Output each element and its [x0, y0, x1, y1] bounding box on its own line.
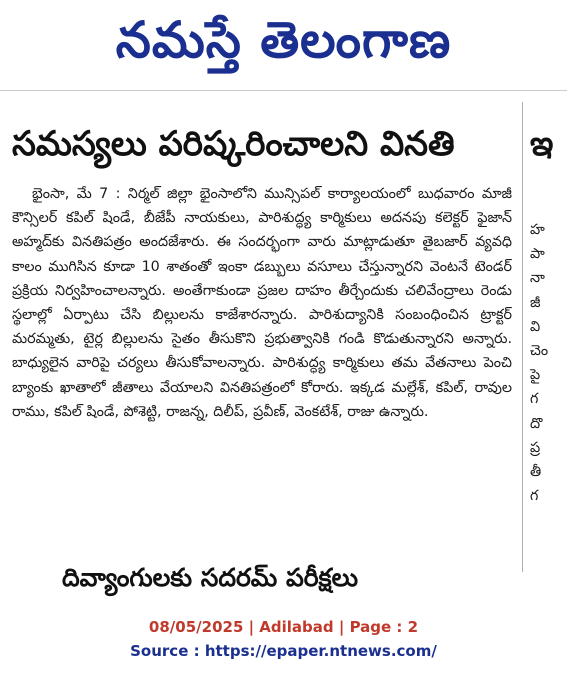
adjacent-line: హ	[530, 222, 545, 238]
adjacent-line: వి	[530, 318, 541, 335]
adjacent-line: తీ	[530, 464, 542, 481]
adjacent-line: గ	[530, 488, 539, 505]
adjacent-line: దొ	[530, 415, 543, 432]
column-divider	[522, 102, 523, 572]
masthead-divider	[0, 90, 567, 91]
adjacent-article-headline: ఇ	[530, 124, 554, 164]
adjacent-line: పా	[530, 246, 545, 263]
news-article	[12, 118, 512, 424]
article-body: భైంసా, మే 7 : నిర్మల్‌ జిల్లా భైంసాలోని మున్సిపల్‌ కార్యాలయంలో బుధవారం మాజీ కౌన్సిలర్‌ కపిల్‌ షిండే, బీజేపీ నాయకులు, పారిశుద్ధ్య కార్మికులు అదనపు కలెక్టర్‌ ఫైజాన్‌ అహ్మద్‌కు వినతిపత్రం అందజేశారు. ఈ సందర్భంగా వారు మాట్లాడుతూ తైబజార్‌ వ్యవధి కాలం ముగిసిన కూడా 10 శాతంతో ఇంకా డబ్బులు వసూలు చేస్తున్నారని వెంటనే టెండర్‌ ప్రక్రియ నిర్వహించాలన్నారు. అంతేగాకుండా ప్రజల దాహం తీర్చేందుకు చలివేంద్రాలు రెండు స్థలాల్లో ఏర్పాటు చేసి బిల్లులను కాజేశారన్నారు. పారిశుద్యానికి సంబంధించిన ట్రాక్టర్‌ మరమ్మతు, టైర్ల బిల్లులను సైతం తీసుకొని ప్రభుత్వానికి గండి కొడుతున్నారని అన్నారు. బాధ్యులైన వారిపై చర్యలు తీసుకోవాలన్నారు. పారిశుద్ధ్య కార్మికులు తమ వేతనాలు పెంచి బ్యాంకు ఖాతాలో జీతాలు వేయాలని వినతిపత్రంలో కోరారు. ఇక్కడ మల్లేశ్‌, కపిల్‌, రావుల రాము, కపిల్‌ షిండే, పోశెట్టి, రాజన్న, దిలీప్‌, ప్రవీణ్‌, వెంకటేశ్‌, రాజు ఉన్నారు.	[12, 186, 513, 420]
adjacent-line: ప్ర	[530, 439, 541, 456]
adjacent-line: పై	[530, 367, 541, 384]
source-credit: Source : https://epaper.ntnews.com/	[130, 642, 437, 660]
newspaper-masthead	[0, 0, 567, 90]
adjacent-article-fragment	[530, 118, 567, 568]
adjacent-article-lines	[530, 218, 567, 508]
article-headline: సమస్యలు పరిష్కరించాలని వినతి	[12, 124, 455, 164]
adjacent-line: చెం	[530, 343, 549, 360]
masthead-title: నమస్తే తెలంగాణ	[115, 11, 452, 69]
edition-info: 08/05/2025 | Adilabad | Page : 2	[148, 618, 419, 636]
adjacent-line: జీ	[530, 294, 541, 311]
adjacent-line: నా	[530, 270, 545, 287]
adjacent-line: గ	[530, 391, 539, 408]
next-article-headline: దివ్యాంగులకు సదరమ్‌ పరీక్షలు	[62, 563, 358, 592]
